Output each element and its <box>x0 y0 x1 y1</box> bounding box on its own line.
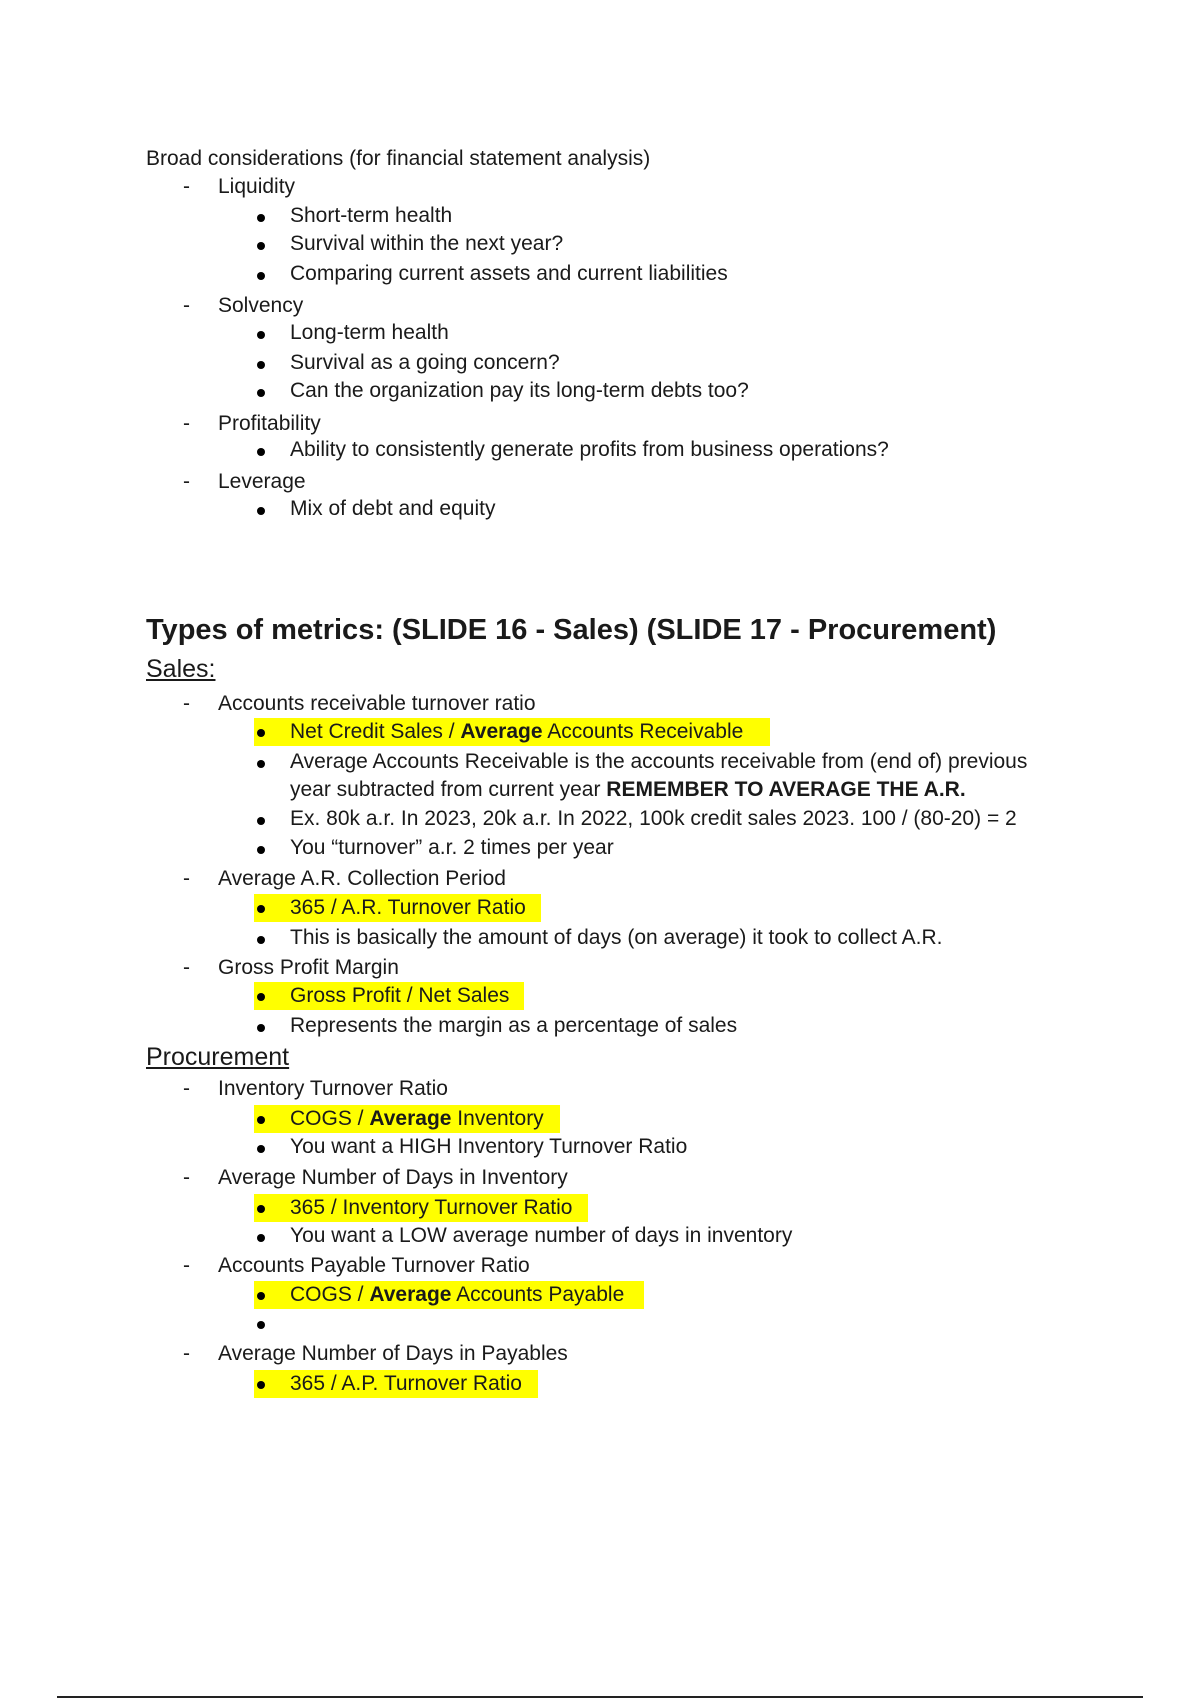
metric-label: Average A.R. Collection Period <box>218 867 506 890</box>
bullet-dot <box>257 1024 265 1032</box>
bullet-dot <box>257 1234 265 1242</box>
group-label-profitability: Profitability <box>218 412 321 435</box>
formula-text: Net Credit Sales / Average Accounts Receivable <box>290 720 744 743</box>
bullet-dot <box>257 272 265 280</box>
bullet-dot <box>257 905 265 913</box>
formula-text: 365 / Inventory Turnover Ratio <box>290 1196 573 1219</box>
bullet-dot <box>257 1292 265 1300</box>
bullet-text: Comparing current assets and current liabilities <box>290 262 728 285</box>
bullet-text: Represents the margin as a percentage of sales <box>290 1014 738 1037</box>
bullet-dot <box>257 1205 265 1213</box>
formula-text: Gross Profit / Net Sales <box>290 984 510 1007</box>
group-label-leverage: Leverage <box>218 470 306 493</box>
bullet-text: You want a LOW average number of days in inventory <box>290 1224 793 1247</box>
bullet-dot <box>257 361 265 369</box>
bullet-text: Can the organization pay its long-term debts too? <box>290 379 749 402</box>
dash-marker: - <box>183 294 190 317</box>
metric-label: Accounts receivable turnover ratio <box>218 692 536 715</box>
bullet-text: Survival as a going concern? <box>290 351 560 374</box>
dash-marker: - <box>183 1342 190 1365</box>
metric-label: Average Number of Days in Inventory <box>218 1166 568 1189</box>
bullet-text: Mix of debt and equity <box>290 497 496 520</box>
bullet-text: Short-term health <box>290 204 453 227</box>
formula-text: 365 / A.R. Turnover Ratio <box>290 896 526 919</box>
metrics-heading: Types of metrics: (SLIDE 16 - Sales) (SLIDE 17 - Procurement) <box>146 614 997 646</box>
page-divider <box>57 1696 1143 1698</box>
dash-marker: - <box>183 1254 190 1277</box>
bullet-text: Survival within the next year? <box>290 232 564 255</box>
metric-label: Accounts Payable Turnover Ratio <box>218 1254 530 1277</box>
bullet-text: Long-term health <box>290 321 449 344</box>
group-label-liquidity: Liquidity <box>218 175 296 198</box>
dash-marker: - <box>183 470 190 493</box>
bullet-dot <box>257 331 265 339</box>
bullet-dot <box>257 389 265 397</box>
bullet-dot <box>257 817 265 825</box>
bullet-dot <box>257 936 265 944</box>
formula-text: COGS / Average Accounts Payable <box>290 1283 625 1306</box>
bullet-dot <box>257 729 265 737</box>
dash-marker: - <box>183 175 190 198</box>
bullet-dot <box>257 214 265 222</box>
bullet-text: You “turnover” a.r. 2 times per year <box>290 836 614 859</box>
bullet-dot <box>257 242 265 250</box>
bullet-dot <box>257 1116 265 1124</box>
metric-label: Average Number of Days in Payables <box>218 1342 568 1365</box>
dash-marker: - <box>183 1077 190 1100</box>
bullet-dot <box>257 507 265 515</box>
formula-text: 365 / A.P. Turnover Ratio <box>290 1372 522 1395</box>
bullet-text: Average Accounts Receivable is the accounts receivable from (end of) previous <box>290 750 1028 773</box>
bullet-text: Ex. 80k a.r. In 2023, 20k a.r. In 2022, 100k credit sales 2023. 100 / (80-20) = 2 <box>290 807 1017 830</box>
bullet-dot <box>257 1145 265 1153</box>
intro-title: Broad considerations (for financial statement analysis) <box>146 147 651 170</box>
bullet-text: Ability to consistently generate profits from business operations? <box>290 438 889 461</box>
sales-subheading: Sales: <box>146 655 216 683</box>
dash-marker: - <box>183 412 190 435</box>
procurement-subheading: Procurement <box>146 1043 290 1071</box>
bullet-text: You want a HIGH Inventory Turnover Ratio <box>290 1135 688 1158</box>
dash-marker: - <box>183 867 190 890</box>
bullet-text: This is basically the amount of days (on average) it took to collect A.R. <box>290 926 943 949</box>
bullet-dot <box>257 760 265 768</box>
dash-marker: - <box>183 956 190 979</box>
metric-label: Gross Profit Margin <box>218 956 399 979</box>
bullet-dot <box>257 1381 265 1389</box>
dash-marker: - <box>183 1166 190 1189</box>
bullet-dot <box>257 448 265 456</box>
metric-label: Inventory Turnover Ratio <box>218 1077 448 1100</box>
bullet-dot <box>257 993 265 1001</box>
empty-bullet-dot <box>257 1321 265 1329</box>
bullet-dot <box>257 846 265 854</box>
formula-text: COGS / Average Inventory <box>290 1107 544 1130</box>
dash-marker: - <box>183 692 190 715</box>
group-label-solvency: Solvency <box>218 294 304 317</box>
bullet-text-continuation: year subtracted from current year REMEMBER TO AVERAGE THE A.R. <box>290 778 966 801</box>
